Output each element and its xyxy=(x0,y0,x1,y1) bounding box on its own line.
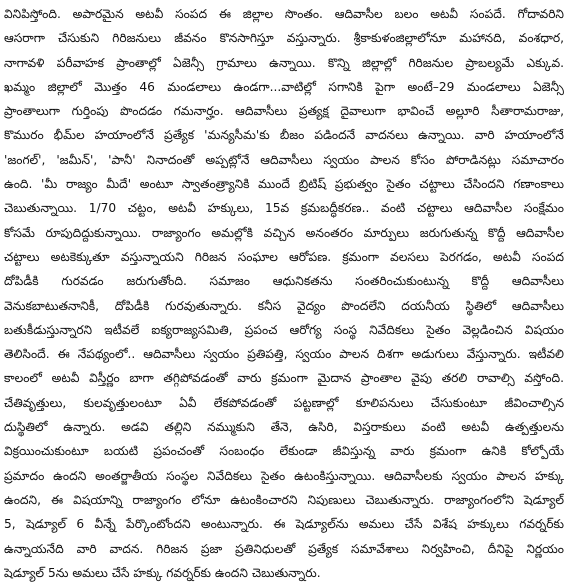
text-line: షెడ్యూల్ 5ను అమలు చేసే హక్కు గవర్నర్‌కు ఉందని చెబుతున్నారు. xyxy=(4,565,321,580)
text-line: ఉందని, ఈ విషయాన్ని రాజ్యాంగం లోనూ ఉటంకించారని నిపుణులు చెబుతున్నారు. రాజ్యాంగంలోని షెడ్యూల్ xyxy=(4,492,564,507)
text-line: 5, షెడ్యూల్ 6 వీన్నే పేర్కొంటోందని అంటున్నారు. ఈ షెడ్యూల్‌ను అమలు చేసే విశేష హక్కులు గవర్నర్‌కు xyxy=(4,517,564,532)
text-line: తెలిసిందే. ఈ నేపథ్యంలో.. ఆదివాసీలు స్వయం ప్రతిపత్తి, స్వయం పాలన దిశగా అడుగులు వేస్తున్నారు. ఇటీవలి xyxy=(4,347,564,362)
text-line: కోసమే రూపుదిద్దుకున్నాయి. రాజ్యాంగం అమల్లోకి వచ్చిన అనంతరం మార్పులు జరుగుతున్న కొద్దీ ఆదివాసీల xyxy=(4,225,564,240)
text-line: వినిపిస్తోంది. అపారమైన అటవీ సంపద ఈ జిల్లాల సొంతం. ఆదివాసీల బలం అటవీ సంపదే. గోదావరిని xyxy=(4,7,564,21)
text-line: కొమురం భీమ్‌ల హయాంలోనే ప్రత్యేక 'మన్యసీమ'కు బీజం పడిందనే వాదనలు ఉన్నాయి. వారి హయాంలోనే xyxy=(4,128,564,143)
text-line: దుస్థితిలో ఉన్నారు. అడవి తల్లిని నమ్ముకుని తేనె, ఉసిరి, విస్తరాకులు వంటి అటవీ ఉత్పత్తులను xyxy=(4,420,564,435)
text-line: దోపిడీకి గురవడం జరుగుతోంది. సమాజం ఆధునికతను సంతరించుకుంటున్న కొద్దీ ఆదివాసీలు xyxy=(4,274,564,289)
text-line: బతుకీడుస్తున్నారని ఇటీవలే ఐక్యరాజ్యసమితి, ప్రపంచ ఆరోగ్య సంస్థ నివేదికలు సైతం వెల్లడించిన విషయం xyxy=(4,322,564,337)
text-line: ఆసరాగా చేసుకుని గిరిజనులు జీవనం కొనసాగిస్తూ వస్తున్నారు. శ్రీకాకుళంజిల్లాలోనూ మహానది, వంశధార, xyxy=(4,31,564,46)
text-line: నాగావళి పరీవాహక ప్రాంతాల్లో ఏజెన్సీ గ్రామాలు ఉన్నాయి. కొన్ని జిల్లాల్లో గిరిజనుల ప్రాబల్యమే ఎక్కువ. xyxy=(4,55,564,70)
article-body xyxy=(4,2,564,580)
text-line: 'జంగల్', 'జమీన్', 'పానీ' నినాదంతో అప్పట్లోనే ఆదివాసీలు స్వయం పాలన కోసం పోరాడినట్లు సమాచారం xyxy=(4,152,564,167)
text-line: చట్టాలు అటకెక్కుతూ వస్తున్నాయని గిరిజన సంఘాల ఆరోపణ. క్రమంగా వలసలు పెరగడం, అటవీ సంపద xyxy=(4,249,564,264)
text-line: ఖమ్మం జిల్లాలో మొత్తం 46 మండలాలు ఉండగా...వాటిల్లో సగానికి పైగా అంటే–29 మండలాలు ఏజెన్సీ xyxy=(4,79,564,94)
text-line: ప్రమాదం ఉందని అంతర్జాతీయ సంస్థల నివేదికలు సైతం ఉటంకిస్తున్నాయి. ఆదివాసీలకు స్వయం పాలన హక్కు xyxy=(4,468,564,483)
text-line: కాలంలో అటవీ విస్తీర్ణం బాగా తగ్గిపోవడంతో వారు క్రమంగా మైదాన ప్రాంతాల వైపు తరలి రావాల్సి వస్తోంది. xyxy=(4,371,564,386)
text-line: విక్రయించుకుంటూ బయటి ప్రపంచంతో సంబంధం లేకుండా జీవిస్తున్న వారు క్రమంగా ఉనికి కోల్పోయే xyxy=(4,444,564,459)
text-line: ఉంది. 'మీ రాజ్యం మీదే' అంటూ స్వాతంత్ర్యానికి ముందే బ్రిటిష్ ప్రభుత్వం సైతం చట్టాలు చేసిందని గణాంకాలు xyxy=(4,177,564,192)
text-line: ఉన్నాయనేది వారి వాదన. గిరిజన ప్రజా ప్రతినిధులతో ప్రత్యేక సమావేశాలు నిర్వహించి, దీనిపై నిర్ణయం xyxy=(4,541,564,556)
text-line: చేతివృత్తులు, కులవృత్తులంటూ ఏవీ లేకపోవడంతో పట్టణాల్లో కూలిపనులు చేసుకుంటూ జీవించాల్సిన xyxy=(4,395,564,410)
text-line: ప్రాంతాలుగా గుర్తింపు పొందడం గమనార్హం. ఆదివాసీలు ప్రత్యక్ష దైవాలుగా భావించే అల్లూరి సీతారామరాజు, xyxy=(4,104,564,119)
text-line: చెబుతున్నాయి. 1/70 చట్టం, అటవీ హక్కులు, 15వ క్రమబద్ధీకరణ.. వంటి చట్టాలు ఆదివాసీల సంక్షేమం xyxy=(4,201,564,216)
text-line: వెనుకబాటుతనానికీ, దోపిడీకి గురవుతున్నారు. కనీస వైద్యం పొందలేని దయనీయ స్థితిలో ఆదివాసీలు xyxy=(4,298,564,313)
